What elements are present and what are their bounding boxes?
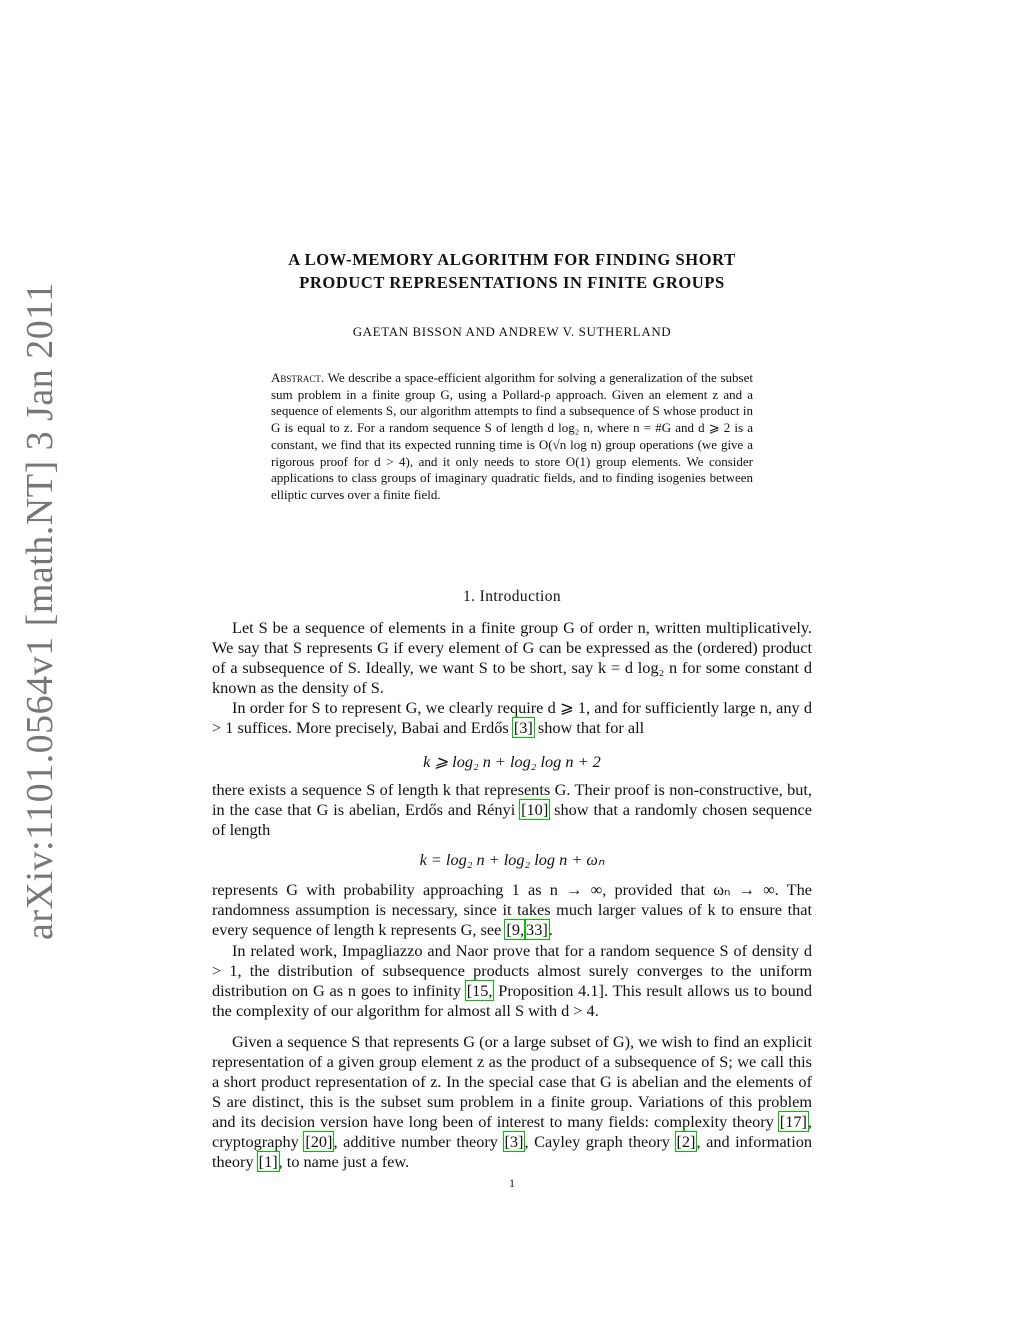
- citation-15[interactable]: [15,: [466, 981, 493, 1000]
- paragraph-6-text-a: Given a sequence S that represents G (or a large subset of G), we wish to find an explicit representation of a given group element z as the product of a subsequence of S; we call this a short product representation of z. In the special case that G is abelian and the elements of S are distinct, this is the subset sum problem in a finite group. Variations of this problem and its decision version have long been of interest to many fields: complexity theory: [212, 1032, 812, 1131]
- citation-33[interactable]: 33]: [526, 920, 548, 939]
- abstract: [271, 370, 753, 504]
- citation-10[interactable]: [10]: [521, 800, 549, 819]
- citation-17[interactable]: [17]: [779, 1112, 807, 1131]
- paragraph-4-text-a: represents G with probability approaching 1 as n → ∞, provided that ωₙ → ∞. The randomness assumption is necessary, since it takes much larger values of k to ensure that every sequence of length k represents G, see: [212, 880, 812, 939]
- authors: GAETAN BISSON AND ANDREW V. SUTHERLAND: [352, 324, 672, 339]
- paragraph-6-text-f: , to name just a few.: [278, 1152, 410, 1171]
- paragraph-6-text-b: , cryptography: [212, 1112, 812, 1151]
- abstract-label: Abstract.: [271, 370, 325, 385]
- paper-title: [200, 248, 824, 294]
- paragraph-6-text-e: , and information theory: [212, 1132, 813, 1171]
- abstract-text: We describe a space-efficient algorithm for solving a generalization of the subset sum problem in a finite group G, using a Pollard-ρ approach. Given an element z and a sequence of elements S, our algorithm attempts to find a subsequence of S whose product in G is equal to z. For a random sequence S of length d log₂ n, where n = #G and d ⩾ 2 is a constant, we find that its expected running time is O(√n log n) group operations (we give a rigorous proof for d > 4), and it only needs to store O(1) group elements. We consider applications to class groups of imaginary quadratic fields, and to finding isogenies between elliptic curves over a finite field.: [271, 370, 753, 502]
- equation-2: k = log₂ n + log₂ log n + ωₙ: [419, 850, 605, 869]
- page-number: 1: [509, 1176, 515, 1190]
- equation-1: k ⩾ log₂ n + log₂ log n + 2: [423, 752, 601, 771]
- paragraph-5-text-b: Proposition 4.1]. This result allows us to bound the complexity of our algorithm for almost all S with d > 4.: [212, 981, 812, 1020]
- paragraph-2: [212, 698, 812, 738]
- paragraph-6-text-d: , Cayley graph theory: [524, 1132, 670, 1151]
- paragraph-3-text-b: show that a randomly chosen sequence of length: [212, 800, 812, 839]
- paragraph-1: [212, 618, 812, 698]
- paragraph-3: [212, 780, 812, 840]
- paragraph-6-text-c: , additive number theory: [333, 1132, 498, 1151]
- paragraph-6: [212, 1032, 812, 1172]
- title-line-2: PRODUCT REPRESENTATIONS IN FINITE GROUPS: [299, 273, 725, 292]
- paragraph-3-text-a: there exists a sequence S of length k that represents G. Their proof is non-constructive, but, in the case that G is abelian, Erdős and Rényi: [212, 780, 812, 819]
- citation-3-second[interactable]: [3]: [504, 1132, 524, 1151]
- citation-1[interactable]: [1]: [258, 1152, 278, 1171]
- citation-2[interactable]: [2]: [676, 1132, 696, 1151]
- paragraph-2-text-b: show that for all: [537, 718, 645, 737]
- paragraph-5: [212, 941, 812, 1021]
- citation-3[interactable]: [3]: [513, 718, 533, 737]
- paragraph-5-text-a: In related work, Impagliazzo and Naor prove that for a random sequence S of density d > 1, the distribution of subsequence products almost surely converges to the uniform distribution on G as n goes to infinity: [212, 941, 812, 1000]
- section-heading: 1. Introduction: [462, 588, 562, 605]
- paragraph-2-text-a: In order for S to represent G, we clearly require d ⩾ 1, and for sufficiently large n, any d > 1 suffices. More precisely, Babai and Erdős: [212, 698, 812, 737]
- arxiv-stamp: arXiv:1101.0564v1 [math.NT] 3 Jan 2011: [19, 282, 61, 940]
- paragraph-4: [212, 880, 812, 940]
- title-line-1: A LOW-MEMORY ALGORITHM FOR FINDING SHORT: [288, 250, 736, 269]
- paragraph-1-text: Let S be a sequence of elements in a finite group G of order n, written multiplicatively. We say that S represents G if every element of G can be expressed as the (ordered) product of a subsequence of S. Ideally, we want S to be short, say k = d log₂ n for some constant d known as the density of S.: [212, 618, 812, 697]
- citation-20[interactable]: [20]: [305, 1132, 333, 1151]
- paragraph-4-text-b: .: [548, 920, 553, 939]
- citation-9[interactable]: [9,: [506, 920, 525, 939]
